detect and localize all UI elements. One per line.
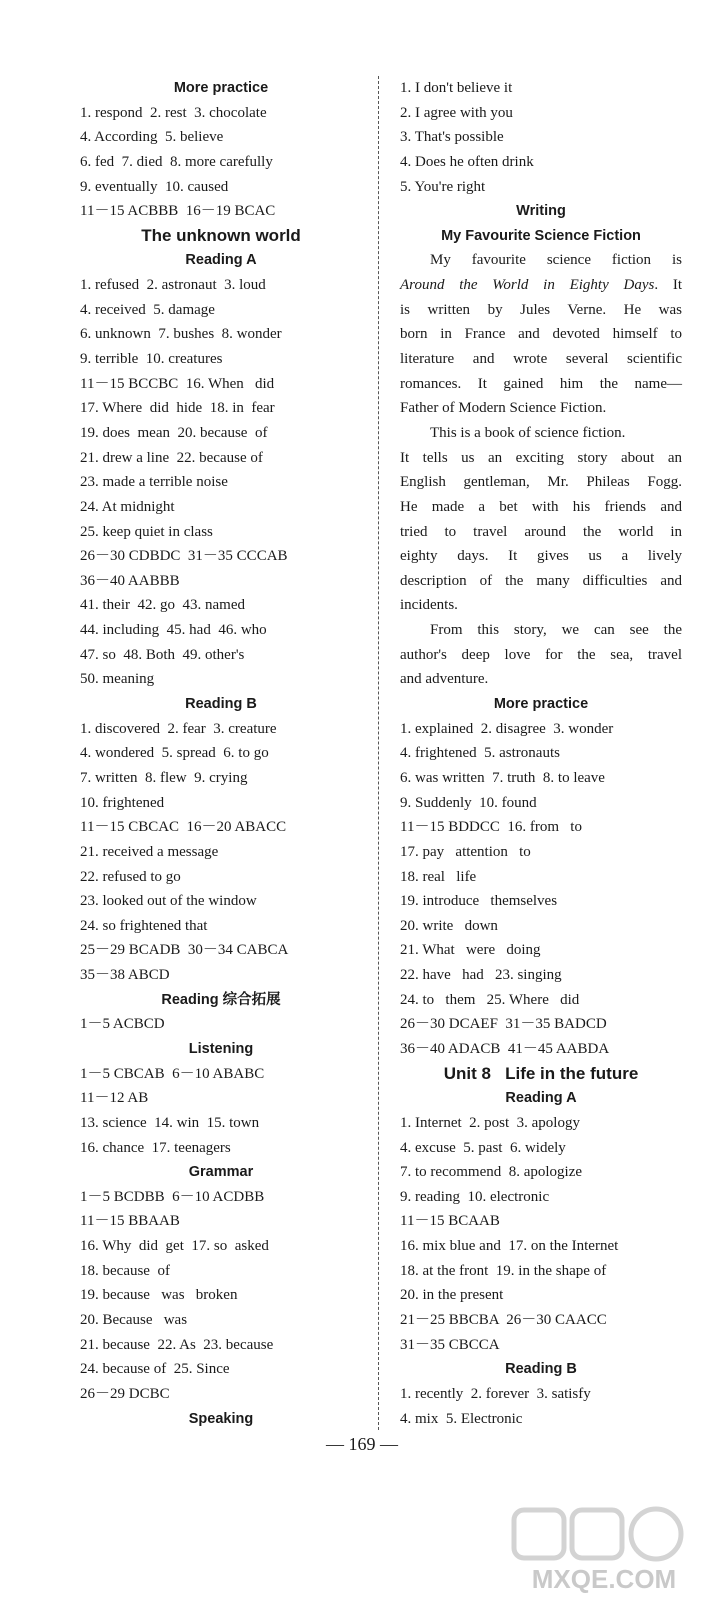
answer-line: 17. pay attention to	[400, 843, 531, 860]
answer-line: It tells us an exciting story about an	[400, 449, 682, 466]
answer-line: 4. According 5. believe	[80, 129, 224, 146]
answer-line: 11－15 BDDCC 16. from to	[400, 819, 582, 836]
answer-line: 9. terrible 10. creatures	[80, 351, 223, 368]
answer-line: 4. Does he often drink	[400, 153, 534, 170]
answer-line: 21. because 22. As 23. because	[80, 1336, 274, 1353]
section-heading: Writing	[516, 203, 566, 220]
answer-line: 20. Because was	[80, 1312, 188, 1329]
section-heading: Reading 综合拓展	[161, 991, 281, 1008]
answer-line: 1－5 ACBCD	[80, 1016, 165, 1033]
answer-line: tried to travel around the world in	[400, 523, 682, 540]
answer-line: 6. unknown 7. bushes 8. wonder	[80, 326, 282, 343]
answer-line: 19. introduce themselves	[400, 893, 558, 910]
answer-line: 22. refused to go	[80, 868, 181, 885]
answer-line: 16. chance 17. teenagers	[80, 1139, 231, 1156]
answer-line: 23. looked out of the window	[80, 893, 257, 910]
left-answer-column	[80, 76, 362, 1431]
section-heading: Reading B	[505, 1361, 577, 1378]
answer-line: 36－40 ADACB 41－45 AABDA	[400, 1040, 610, 1057]
answer-line: 7. written 8. flew 9. crying	[80, 769, 248, 786]
answer-line: 21. drew a line 22. because of	[80, 449, 263, 466]
answer-line: is written by Jules Verne. He was	[400, 301, 682, 318]
answer-line: 11－15 BCCBC 16. When did	[80, 375, 275, 392]
answer-line: incidents.	[400, 597, 458, 614]
answer-line: 4. received 5. damage	[80, 301, 215, 318]
answer-line: 50. meaning	[80, 671, 155, 688]
answer-line: 4. frightened 5. astronauts	[400, 745, 560, 762]
answer-line: 7. to recommend 8. apologize	[400, 1164, 583, 1181]
answer-line: eighty days. It gives us a lively	[400, 548, 682, 565]
book-title: Around the World in Eighty Days	[400, 277, 655, 294]
answer-line: 4. wondered 5. spread 6. to go	[80, 745, 269, 762]
answer-line: 22. have had 23. singing	[400, 967, 562, 984]
answer-line: 3. That's possible	[400, 129, 504, 146]
answer-line: Around the World in Eighty Days. It	[400, 277, 682, 294]
answer-line: 11－12 AB	[80, 1090, 149, 1107]
right-answer-column	[400, 76, 682, 1431]
watermark-text: MXQE.COM	[531, 1564, 677, 1594]
answer-line: 25－29 BCADB 30－34 CABCA	[80, 942, 289, 959]
answer-line: 21. received a message	[80, 843, 219, 860]
section-heading: Reading B	[185, 696, 257, 713]
answer-line: 4. excuse 5. past 6. widely	[400, 1139, 566, 1156]
answer-line: 21－25 BBCBA 26－30 CAACC	[400, 1312, 607, 1329]
answer-line: 9. eventually 10. caused	[80, 178, 229, 195]
answer-line: 1. respond 2. rest 3. chocolate	[80, 104, 267, 121]
answer-line: 11－15 BBAAB	[80, 1213, 180, 1230]
section-heading: My Favourite Science Fiction	[441, 227, 641, 244]
watermark-logo	[504, 1504, 704, 1594]
answer-line: 41. their 42. go 43. named	[80, 597, 245, 614]
answer-line: 9. reading 10. electronic	[400, 1188, 550, 1205]
answer-line: description of the many difficulties and	[400, 572, 682, 589]
answer-line: 1. I don't believe it	[400, 80, 513, 96]
answer-line: 5. You're right	[400, 178, 486, 195]
answer-line: 10. frightened	[80, 794, 165, 811]
answer-line: 11－15 BCAAB	[400, 1213, 500, 1230]
answer-line: 24. At midnight	[80, 498, 175, 515]
answer-line: 11－15 CBCAC 16－20 ABACC	[80, 819, 287, 836]
section-heading: Listening	[188, 1040, 254, 1057]
answer-line: literature and wrote several scientific	[400, 351, 682, 368]
answer-line: 2. I agree with you	[400, 104, 513, 121]
answer-line: 31－35 CBCCA	[400, 1336, 500, 1353]
answer-line: 1. discovered 2. fear 3. creature	[80, 720, 277, 737]
answer-line: 16. mix blue and 17. on the Internet	[400, 1238, 619, 1255]
answer-line: My favourite science fiction is	[430, 252, 682, 269]
answer-line: 25. keep quiet in class	[80, 523, 213, 540]
answer-line: 44. including 45. had 46. who	[80, 622, 267, 639]
answer-line: 1－5 CBCAB 6－10 ABABC	[80, 1065, 265, 1082]
answer-line: 26－30 DCAEF 31－35 BADCD	[400, 1016, 607, 1033]
answer-line: 6. was written 7. truth 8. to leave	[400, 769, 605, 786]
answer-line: He made a bet with his friends and	[400, 498, 682, 515]
section-heading: More practice	[493, 696, 589, 713]
answer-line: 26－30 CDBDC 31－35 CCCAB	[80, 548, 288, 565]
section-heading: Reading A	[185, 252, 257, 269]
answer-line: 24. because of 25. Since	[80, 1361, 230, 1378]
answer-line: 1. refused 2. astronaut 3. loud	[80, 277, 266, 294]
answer-line: 35－38 ABCD	[80, 967, 170, 984]
answer-line: 1. Internet 2. post 3. apology	[400, 1114, 580, 1131]
section-heading: Reading A	[505, 1090, 577, 1107]
section-heading: The unknown world	[141, 225, 301, 245]
answer-line: 6. fed 7. died 8. more carefully	[80, 153, 273, 170]
answer-line: 1－5 BCDBB 6－10 ACDBB	[80, 1188, 265, 1205]
answer-line: romances. It gained him the name—	[400, 375, 682, 392]
column-divider	[378, 76, 379, 1430]
answer-line: 47. so 48. Both 49. other's	[80, 646, 245, 663]
answer-line: English gentleman, Mr. Phileas Fogg.	[400, 474, 682, 491]
answer-line: 19. does mean 20. because of	[80, 424, 268, 441]
answer-line: 18. real life	[400, 868, 477, 885]
answer-line: 1. recently 2. forever 3. satisfy	[400, 1385, 591, 1402]
section-heading: Speaking	[188, 1410, 254, 1427]
answer-line: 20. in the present	[400, 1287, 504, 1304]
page-number: — 169 —	[326, 1434, 398, 1454]
answer-line: 16. Why did get 17. so asked	[80, 1238, 269, 1255]
answer-line: 23. made a terrible noise	[80, 474, 228, 491]
answer-line: 26－29 DCBC	[80, 1385, 170, 1402]
answer-line: born in France and devoted himself to	[400, 326, 682, 343]
answer-line: 19. because was broken	[80, 1287, 238, 1304]
answer-line: 17. Where did hide 18. in fear	[80, 400, 275, 417]
answer-line: 11－15 ACBBB 16－19 BCAC	[80, 203, 276, 220]
answer-line: 18. because of	[80, 1262, 170, 1279]
section-heading: More practice	[173, 80, 269, 96]
answer-line: 24. so frightened that	[80, 917, 208, 934]
answer-line: 9. Suddenly 10. found	[400, 794, 537, 811]
answer-line: From this story, we can see the	[430, 622, 682, 639]
answer-line: 20. write down	[400, 917, 498, 934]
answer-line: 21. What were doing	[400, 942, 541, 959]
answer-line: 18. at the front 19. in the shape of	[400, 1262, 607, 1279]
answer-line: author's deep love for the sea, travel	[400, 646, 682, 663]
section-heading: Unit 8 Life in the future	[443, 1063, 639, 1083]
answer-line: 4. mix 5. Electronic	[400, 1410, 523, 1427]
answer-line: 13. science 14. win 15. town	[80, 1114, 260, 1131]
answer-line: and adventure.	[400, 671, 489, 688]
answer-line: 36－40 AABBB	[80, 572, 180, 589]
answer-line: This is a book of science fiction.	[430, 424, 626, 441]
answer-line: 24. to them 25. Where did	[400, 991, 580, 1008]
section-heading: Grammar	[188, 1164, 254, 1181]
answer-line: Father of Modern Science Fiction.	[400, 400, 607, 417]
answer-line: 1. explained 2. disagree 3. wonder	[400, 720, 614, 737]
